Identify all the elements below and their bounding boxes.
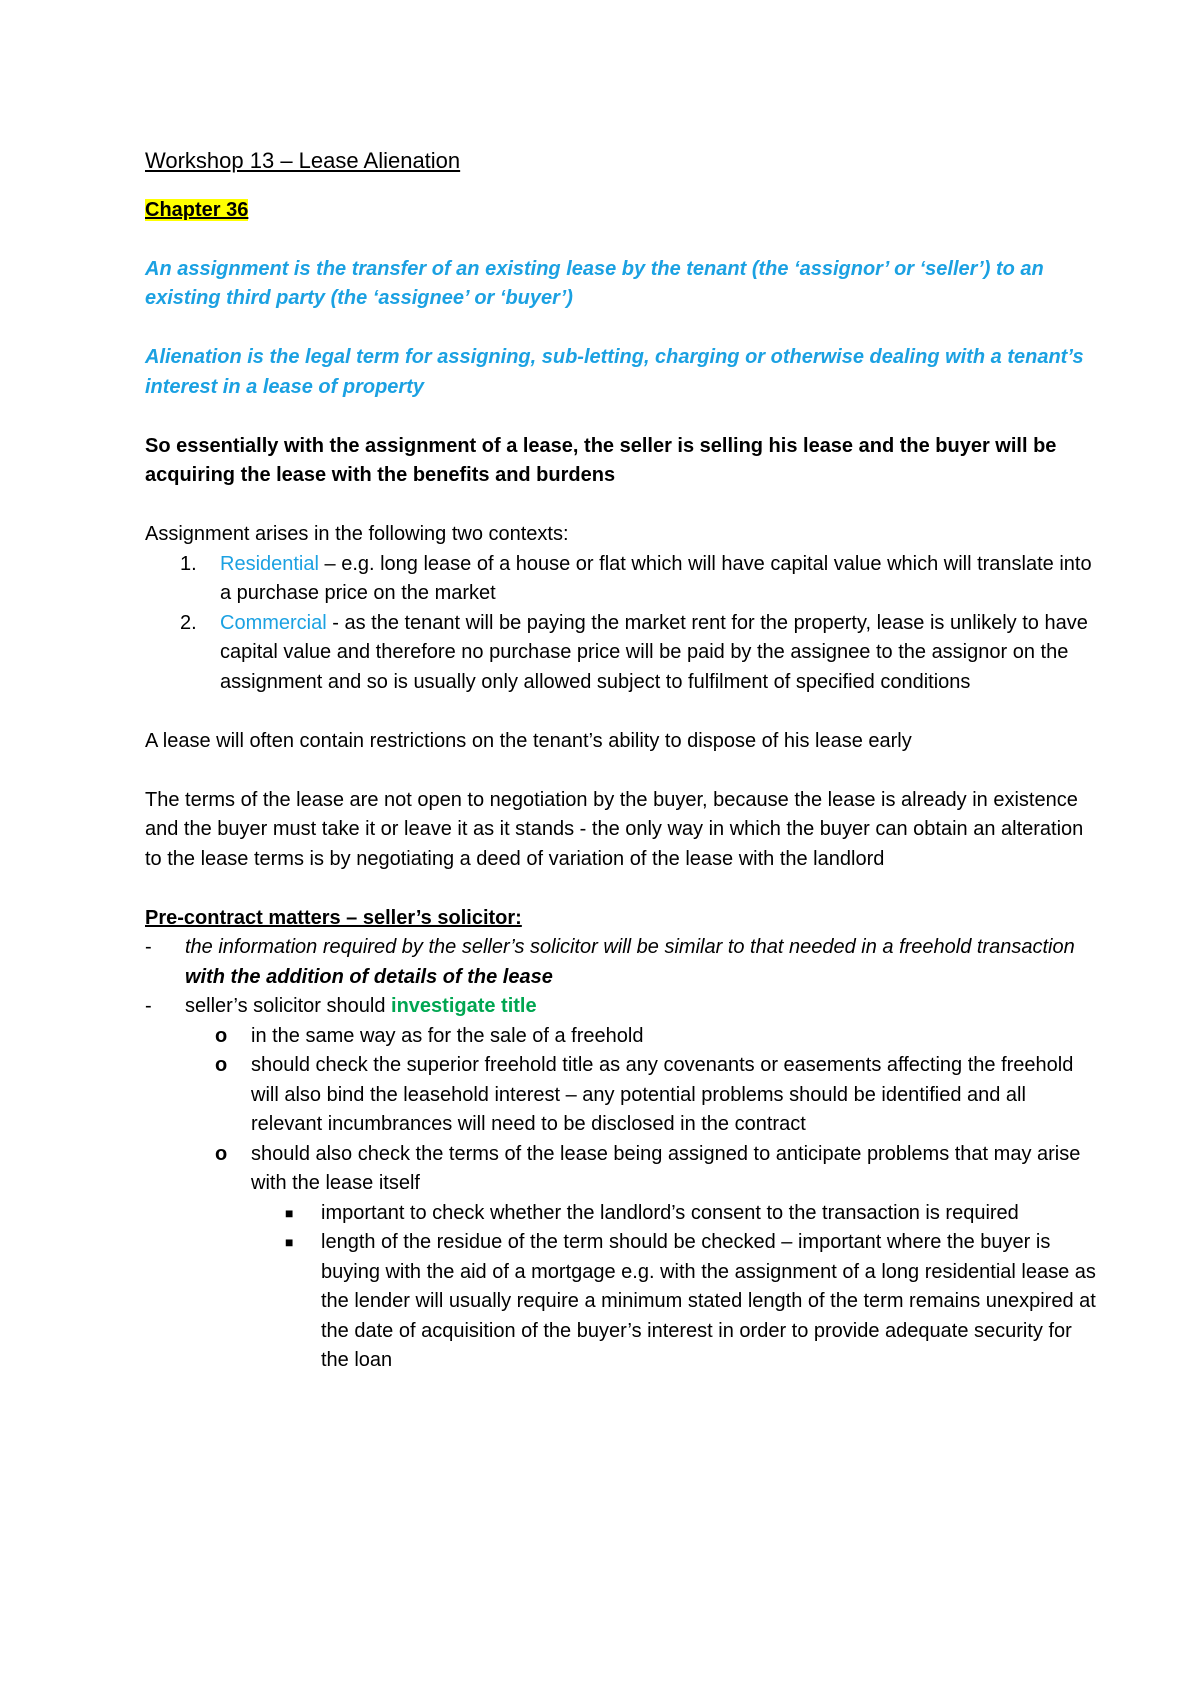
spacer <box>145 402 1100 432</box>
list-item-content <box>185 992 1100 1022</box>
precontract-item-information <box>145 933 1100 992</box>
list-item-content <box>220 609 1100 698</box>
context-label: Residential <box>220 552 319 575</box>
dash-bullet: - <box>145 936 152 958</box>
spacer <box>145 314 1100 344</box>
spacer <box>145 491 1100 521</box>
sub-sub-item-text: length of the residue of the term should be checked – important where the buyer is buying with the aid of a mortgage e.g. with the assignment of a long residential lease as the lender will usually require a minimum stated length of the term remains unexpired at the date of acquisition of the buyer’s interest in order to provide adequate security for the loan <box>321 1231 1096 1371</box>
info-bold-text: with the addition of details of the lease <box>185 965 553 988</box>
sub-item <box>145 1140 1100 1199</box>
context-item-commercial <box>145 609 1100 698</box>
context-item-residential <box>145 550 1100 609</box>
info-italic-text: the information required by the seller’s solicitor will be similar to that needed in a freehold transaction <box>185 936 1075 958</box>
list-item-content <box>185 933 1100 992</box>
circle-bullet: o <box>215 1142 228 1165</box>
context-text: - as the tenant will be paying the market rent for the property, lease is unlikely to have capital value and therefore no purchase price will be paid by the assignee to the assignor on the assignment and so is usually only allowed subject to fulfilment of specified conditions <box>220 611 1088 693</box>
sub-sub-item <box>145 1228 1100 1376</box>
sub-item-text: in the same way as for the sale of a freehold <box>251 1024 644 1047</box>
restrictions-paragraph: A lease will often contain restrictions on the tenant’s ability to dispose of his lease early <box>145 729 912 752</box>
sub-sub-item <box>145 1199 1100 1229</box>
chapter-heading <box>145 196 1100 226</box>
sub-item <box>145 1022 1100 1052</box>
list-item-content <box>220 550 1100 609</box>
list-number: 1. <box>180 552 197 575</box>
assignment-definition: An assignment is the transfer of an existing lease by the tenant (the ‘assignor’ or ‘seller’) to an existing third party (the ‘assignee’ or ‘buyer’) <box>145 257 1044 309</box>
chapter-label: Chapter 36 <box>145 198 249 221</box>
sub-sub-item-text: important to check whether the landlord’s consent to the transaction is required <box>321 1201 1019 1224</box>
spacer <box>145 874 1100 904</box>
investigate-prefix: seller’s solicitor should <box>185 995 392 1017</box>
essentially-paragraph: So essentially with the assignment of a lease, the seller is selling his lease and the buyer will be acquiring the lease with the benefits and burdens <box>145 434 1057 486</box>
dash-bullet: - <box>145 995 152 1017</box>
page-title: Workshop 13 – Lease Alienation <box>145 148 461 173</box>
context-label: Commercial <box>220 611 327 634</box>
investigate-title-highlight: investigate title <box>391 995 537 1017</box>
square-bullet: ■ <box>285 1234 294 1250</box>
sub-item <box>145 1051 1100 1140</box>
sub-item-text: should also check the terms of the lease being assigned to anticipate problems that may arise with the lease itself <box>251 1142 1081 1194</box>
spacer <box>145 225 1100 255</box>
contexts-intro: Assignment arises in the following two contexts: <box>145 523 569 545</box>
context-text: – e.g. long lease of a house or flat which will have capital value which will translate into a purchase price on the market <box>220 552 1092 604</box>
spacer <box>145 756 1100 786</box>
square-bullet: ■ <box>285 1204 294 1221</box>
circle-bullet: o <box>215 1054 228 1076</box>
list-number: 2. <box>180 611 197 634</box>
terms-paragraph: The terms of the lease are not open to negotiation by the buyer, because the lease is already in existence and the buyer must take it or leave it as it stands - the only way in which the buyer can obtain an alteration to the lease terms is by negotiating a deed of variation of the lease with the landlord <box>145 788 1084 870</box>
circle-bullet: o <box>215 1024 228 1047</box>
alienation-definition: Alienation is the legal term for assigning, sub-letting, charging or otherwise dealing with a tenant’s interest in a lease of property <box>145 346 1084 398</box>
spacer <box>145 697 1100 727</box>
sub-item-text: should check the superior freehold title as any covenants or easements affecting the freehold will also bind the leasehold interest – any potential problems should be identified and all relevant incumbrances will need to be disclosed in the contract <box>251 1054 1074 1135</box>
precontract-heading: Pre-contract matters – seller’s solicitor: <box>145 906 522 929</box>
precontract-item-investigate-title <box>145 992 1100 1022</box>
